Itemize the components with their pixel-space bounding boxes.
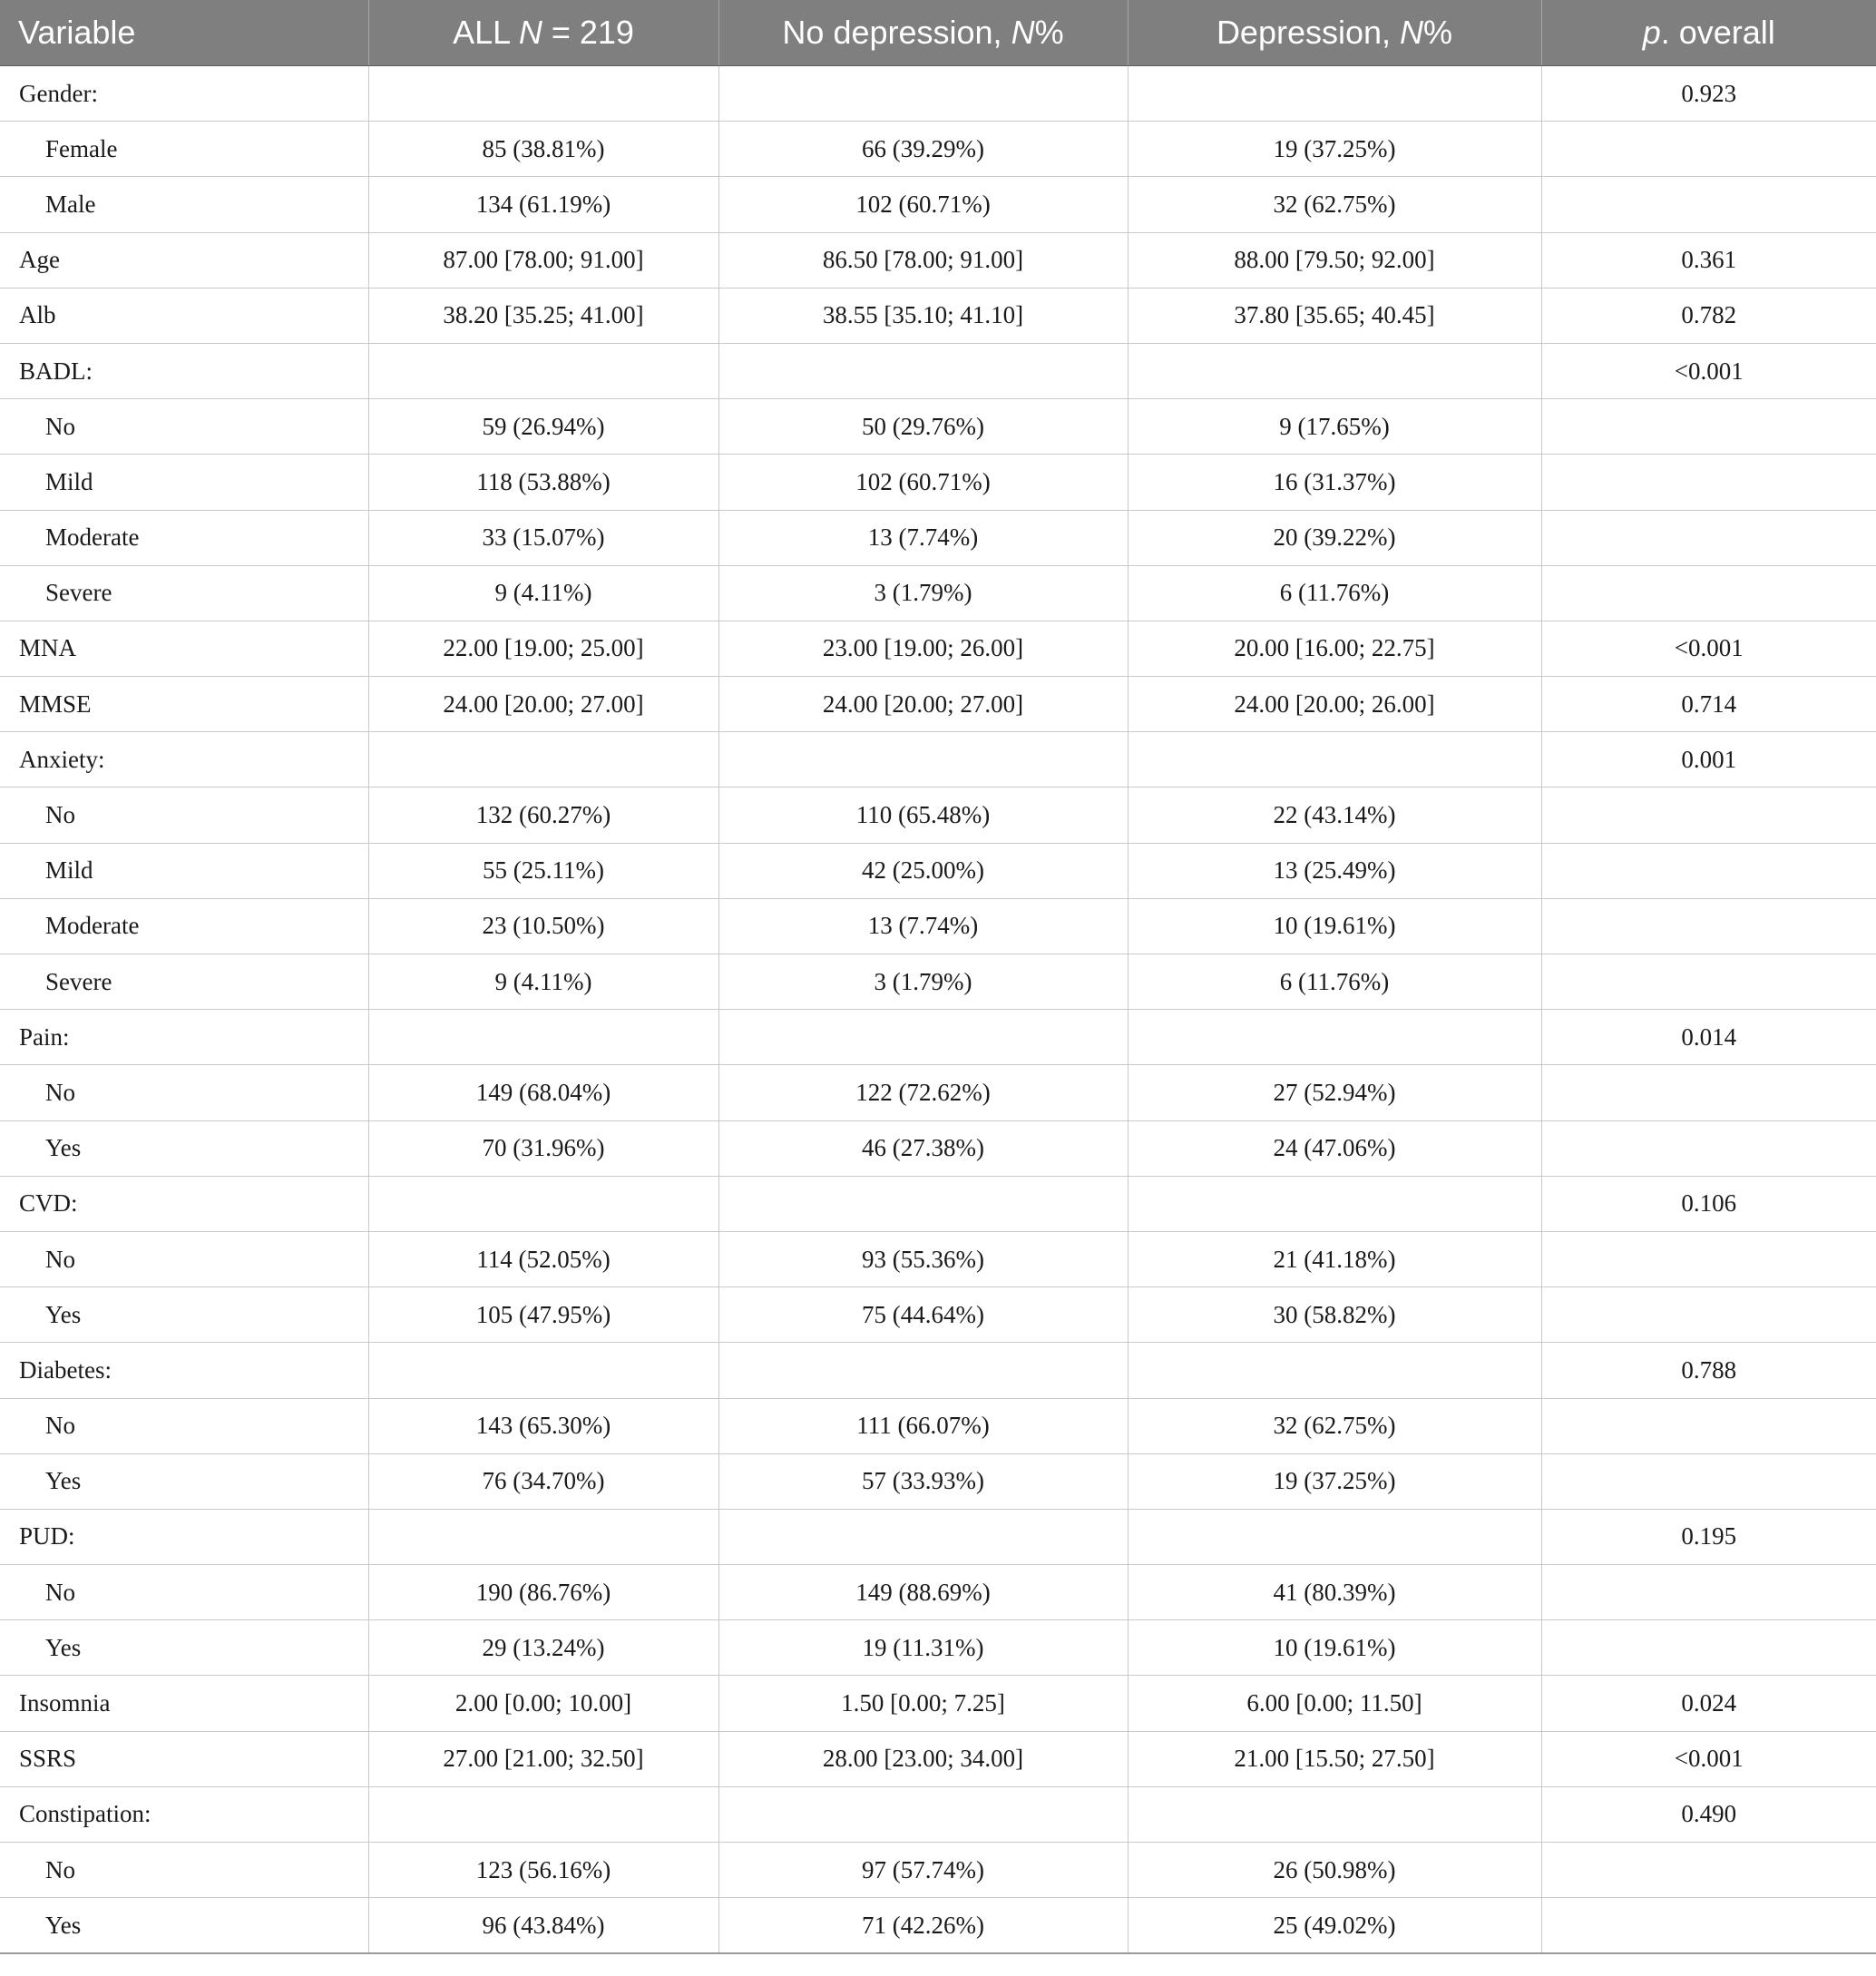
header-variable: Variable [0, 0, 368, 66]
cell-depression: 6.00 [0.00; 11.50] [1128, 1676, 1541, 1731]
table-body [0, 66, 1876, 1954]
table-subrow [0, 1565, 1876, 1620]
cell-depression: 22 (43.14%) [1128, 787, 1541, 843]
table-subrow [0, 954, 1876, 1010]
cell-depression [1128, 732, 1541, 787]
cell-all [368, 732, 718, 787]
header-depression: Depression, N% [1128, 0, 1541, 66]
cell-p-overall: 0.195 [1541, 1509, 1876, 1564]
cell-all: 29 (13.24%) [368, 1620, 718, 1676]
cell-depression: 27 (52.94%) [1128, 1065, 1541, 1120]
cell-all: 87.00 [78.00; 91.00] [368, 232, 718, 288]
cell-all: 33 (15.07%) [368, 510, 718, 565]
cell-p-overall [1541, 510, 1876, 565]
cell-p-overall [1541, 1620, 1876, 1676]
cell-depression: 21 (41.18%) [1128, 1231, 1541, 1286]
table-row [0, 343, 1876, 398]
cell-depression: 32 (62.75%) [1128, 1398, 1541, 1453]
cell-variable: Severe [0, 565, 368, 621]
cell-depression: 13 (25.49%) [1128, 843, 1541, 898]
cell-p-overall: 0.788 [1541, 1343, 1876, 1398]
cell-all: 123 (56.16%) [368, 1843, 718, 1898]
cell-depression: 21.00 [15.50; 27.50] [1128, 1731, 1541, 1786]
cell-p-overall [1541, 954, 1876, 1010]
cell-depression: 20 (39.22%) [1128, 510, 1541, 565]
cell-variable: No [0, 1565, 368, 1620]
table-subrow [0, 1120, 1876, 1176]
cell-variable: No [0, 1231, 368, 1286]
cell-p-overall [1541, 122, 1876, 177]
cell-all: 9 (4.11%) [368, 954, 718, 1010]
table-row [0, 1010, 1876, 1065]
cell-depression [1128, 1786, 1541, 1842]
cell-no-depression: 3 (1.79%) [718, 954, 1128, 1010]
cell-p-overall [1541, 1065, 1876, 1120]
cell-all: 190 (86.76%) [368, 1565, 718, 1620]
cell-depression: 10 (19.61%) [1128, 1620, 1541, 1676]
table-subrow [0, 787, 1876, 843]
cell-all: 38.20 [35.25; 41.00] [368, 288, 718, 343]
cell-all: 76 (34.70%) [368, 1453, 718, 1509]
cell-depression: 88.00 [79.50; 92.00] [1128, 232, 1541, 288]
table-subrow [0, 510, 1876, 565]
cell-p-overall [1541, 1287, 1876, 1343]
cell-variable: BADL: [0, 343, 368, 398]
cell-variable: Moderate [0, 510, 368, 565]
cell-p-overall: <0.001 [1541, 621, 1876, 676]
cell-no-depression: 46 (27.38%) [718, 1120, 1128, 1176]
cell-no-depression: 3 (1.79%) [718, 565, 1128, 621]
cell-no-depression [718, 732, 1128, 787]
cell-p-overall: 0.782 [1541, 288, 1876, 343]
cell-variable: No [0, 1065, 368, 1120]
cell-p-overall [1541, 177, 1876, 232]
cell-no-depression: 1.50 [0.00; 7.25] [718, 1676, 1128, 1731]
cell-no-depression: 38.55 [35.10; 41.10] [718, 288, 1128, 343]
cell-no-depression: 75 (44.64%) [718, 1287, 1128, 1343]
header-row [0, 0, 1876, 66]
cell-all: 9 (4.11%) [368, 565, 718, 621]
cell-all: 149 (68.04%) [368, 1065, 718, 1120]
cell-p-overall [1541, 455, 1876, 510]
cell-all: 132 (60.27%) [368, 787, 718, 843]
cell-no-depression: 24.00 [20.00; 27.00] [718, 677, 1128, 732]
cell-no-depression: 102 (60.71%) [718, 455, 1128, 510]
cell-depression [1128, 1010, 1541, 1065]
table-subrow [0, 1620, 1876, 1676]
cell-all: 118 (53.88%) [368, 455, 718, 510]
table-row [0, 1731, 1876, 1786]
table-row [0, 1786, 1876, 1842]
cell-depression: 41 (80.39%) [1128, 1565, 1541, 1620]
cell-depression: 16 (31.37%) [1128, 455, 1541, 510]
cell-no-depression: 50 (29.76%) [718, 399, 1128, 455]
cell-depression: 30 (58.82%) [1128, 1287, 1541, 1343]
cell-p-overall: 0.490 [1541, 1786, 1876, 1842]
cell-no-depression: 149 (88.69%) [718, 1565, 1128, 1620]
cell-all: 27.00 [21.00; 32.50] [368, 1731, 718, 1786]
cell-no-depression [718, 1010, 1128, 1065]
cell-all: 23 (10.50%) [368, 898, 718, 954]
table-subrow [0, 399, 1876, 455]
cell-variable: No [0, 1843, 368, 1898]
table-row [0, 621, 1876, 676]
cell-depression: 37.80 [35.65; 40.45] [1128, 288, 1541, 343]
cell-no-depression: 19 (11.31%) [718, 1620, 1128, 1676]
cell-p-overall: 0.024 [1541, 1676, 1876, 1731]
cell-all [368, 1786, 718, 1842]
cell-all: 105 (47.95%) [368, 1287, 718, 1343]
cell-no-depression: 13 (7.74%) [718, 898, 1128, 954]
cell-p-overall: 0.001 [1541, 732, 1876, 787]
table-row [0, 732, 1876, 787]
cell-no-depression: 71 (42.26%) [718, 1898, 1128, 1954]
table-row [0, 1509, 1876, 1564]
cell-no-depression [718, 1176, 1128, 1231]
cell-depression: 9 (17.65%) [1128, 399, 1541, 455]
cell-no-depression [718, 1509, 1128, 1564]
cell-variable: Constipation: [0, 1786, 368, 1842]
cell-no-depression [718, 66, 1128, 122]
table-row [0, 232, 1876, 288]
cell-p-overall [1541, 399, 1876, 455]
cell-all: 85 (38.81%) [368, 122, 718, 177]
cell-no-depression [718, 1343, 1128, 1398]
table-subrow [0, 455, 1876, 510]
cell-all: 96 (43.84%) [368, 1898, 718, 1954]
cell-p-overall [1541, 1120, 1876, 1176]
cell-variable: Anxiety: [0, 732, 368, 787]
cell-depression: 25 (49.02%) [1128, 1898, 1541, 1954]
cell-variable: SSRS [0, 1731, 368, 1786]
table-subrow [0, 898, 1876, 954]
cell-variable: Diabetes: [0, 1343, 368, 1398]
cell-depression [1128, 1343, 1541, 1398]
cell-variable: Yes [0, 1453, 368, 1509]
cell-p-overall: <0.001 [1541, 1731, 1876, 1786]
table-subrow [0, 1231, 1876, 1286]
cell-p-overall [1541, 898, 1876, 954]
cell-all [368, 66, 718, 122]
cell-p-overall: 0.014 [1541, 1010, 1876, 1065]
table-row [0, 1176, 1876, 1231]
cell-depression: 24.00 [20.00; 26.00] [1128, 677, 1541, 732]
table-subrow [0, 1843, 1876, 1898]
cell-all [368, 1509, 718, 1564]
cell-no-depression: 23.00 [19.00; 26.00] [718, 621, 1128, 676]
cell-no-depression [718, 1786, 1128, 1842]
cell-all: 134 (61.19%) [368, 177, 718, 232]
header-no-depression: No depression, N% [718, 0, 1128, 66]
header-p-overall: p. overall [1541, 0, 1876, 66]
cell-variable: Insomnia [0, 1676, 368, 1731]
cell-all [368, 1010, 718, 1065]
cell-p-overall [1541, 1231, 1876, 1286]
cell-variable: MMSE [0, 677, 368, 732]
cell-no-depression: 122 (72.62%) [718, 1065, 1128, 1120]
cell-no-depression: 28.00 [23.00; 34.00] [718, 1731, 1128, 1786]
cell-variable: Mild [0, 843, 368, 898]
cell-variable: Age [0, 232, 368, 288]
cell-variable: No [0, 787, 368, 843]
cell-p-overall: <0.001 [1541, 343, 1876, 398]
cell-depression [1128, 66, 1541, 122]
cell-depression: 19 (37.25%) [1128, 1453, 1541, 1509]
cell-no-depression: 86.50 [78.00; 91.00] [718, 232, 1128, 288]
cell-all [368, 1176, 718, 1231]
table-subrow [0, 1453, 1876, 1509]
cell-all: 55 (25.11%) [368, 843, 718, 898]
cell-variable: Male [0, 177, 368, 232]
cell-p-overall: 0.361 [1541, 232, 1876, 288]
table-row [0, 288, 1876, 343]
table-row [0, 1676, 1876, 1731]
table-row [0, 1343, 1876, 1398]
table-header [0, 0, 1876, 66]
cell-depression: 26 (50.98%) [1128, 1843, 1541, 1898]
cell-variable: No [0, 399, 368, 455]
cell-variable: Gender: [0, 66, 368, 122]
table-subrow [0, 565, 1876, 621]
cell-depression [1128, 1176, 1541, 1231]
cell-depression: 20.00 [16.00; 22.75] [1128, 621, 1541, 676]
cell-depression: 10 (19.61%) [1128, 898, 1541, 954]
cell-depression: 19 (37.25%) [1128, 122, 1541, 177]
cell-no-depression: 111 (66.07%) [718, 1398, 1128, 1453]
cell-variable: MNA [0, 621, 368, 676]
table-subrow [0, 1398, 1876, 1453]
cell-p-overall [1541, 1843, 1876, 1898]
table-subrow [0, 177, 1876, 232]
cell-all: 59 (26.94%) [368, 399, 718, 455]
cell-variable: No [0, 1398, 368, 1453]
cell-no-depression: 93 (55.36%) [718, 1231, 1128, 1286]
cell-all [368, 1343, 718, 1398]
header-all: ALL N = 219 [368, 0, 718, 66]
cell-no-depression: 42 (25.00%) [718, 843, 1128, 898]
cell-all: 24.00 [20.00; 27.00] [368, 677, 718, 732]
cell-variable: Moderate [0, 898, 368, 954]
table-row [0, 66, 1876, 122]
table-subrow [0, 1065, 1876, 1120]
cell-depression [1128, 1509, 1541, 1564]
cell-p-overall: 0.923 [1541, 66, 1876, 122]
cell-p-overall: 0.714 [1541, 677, 1876, 732]
cell-variable: Yes [0, 1620, 368, 1676]
cell-variable: Pain: [0, 1010, 368, 1065]
table-subrow [0, 1287, 1876, 1343]
cell-p-overall [1541, 565, 1876, 621]
cell-p-overall [1541, 1565, 1876, 1620]
cell-p-overall [1541, 787, 1876, 843]
cell-no-depression: 13 (7.74%) [718, 510, 1128, 565]
cell-variable: CVD: [0, 1176, 368, 1231]
cell-variable: Severe [0, 954, 368, 1010]
cell-variable: Yes [0, 1120, 368, 1176]
cell-p-overall [1541, 1453, 1876, 1509]
cell-depression: 32 (62.75%) [1128, 177, 1541, 232]
cell-depression: 24 (47.06%) [1128, 1120, 1541, 1176]
cell-depression: 6 (11.76%) [1128, 954, 1541, 1010]
cell-no-depression [718, 343, 1128, 398]
cell-all: 22.00 [19.00; 25.00] [368, 621, 718, 676]
cell-all: 2.00 [0.00; 10.00] [368, 1676, 718, 1731]
cell-variable: Yes [0, 1287, 368, 1343]
cell-no-depression: 57 (33.93%) [718, 1453, 1128, 1509]
cell-p-overall [1541, 1898, 1876, 1954]
cell-variable: PUD: [0, 1509, 368, 1564]
table-subrow [0, 122, 1876, 177]
cell-p-overall [1541, 1398, 1876, 1453]
table-row [0, 677, 1876, 732]
cell-variable: Alb [0, 288, 368, 343]
cell-depression: 6 (11.76%) [1128, 565, 1541, 621]
cell-no-depression: 102 (60.71%) [718, 177, 1128, 232]
cell-all [368, 343, 718, 398]
table-subrow [0, 843, 1876, 898]
cell-variable: Female [0, 122, 368, 177]
cell-all: 70 (31.96%) [368, 1120, 718, 1176]
table-subrow [0, 1898, 1876, 1954]
cell-all: 114 (52.05%) [368, 1231, 718, 1286]
cell-no-depression: 66 (39.29%) [718, 122, 1128, 177]
cell-p-overall [1541, 843, 1876, 898]
cell-no-depression: 110 (65.48%) [718, 787, 1128, 843]
cell-no-depression: 97 (57.74%) [718, 1843, 1128, 1898]
cell-all: 143 (65.30%) [368, 1398, 718, 1453]
cell-depression [1128, 343, 1541, 398]
cell-variable: Mild [0, 455, 368, 510]
cell-variable: Yes [0, 1898, 368, 1954]
cell-p-overall: 0.106 [1541, 1176, 1876, 1231]
